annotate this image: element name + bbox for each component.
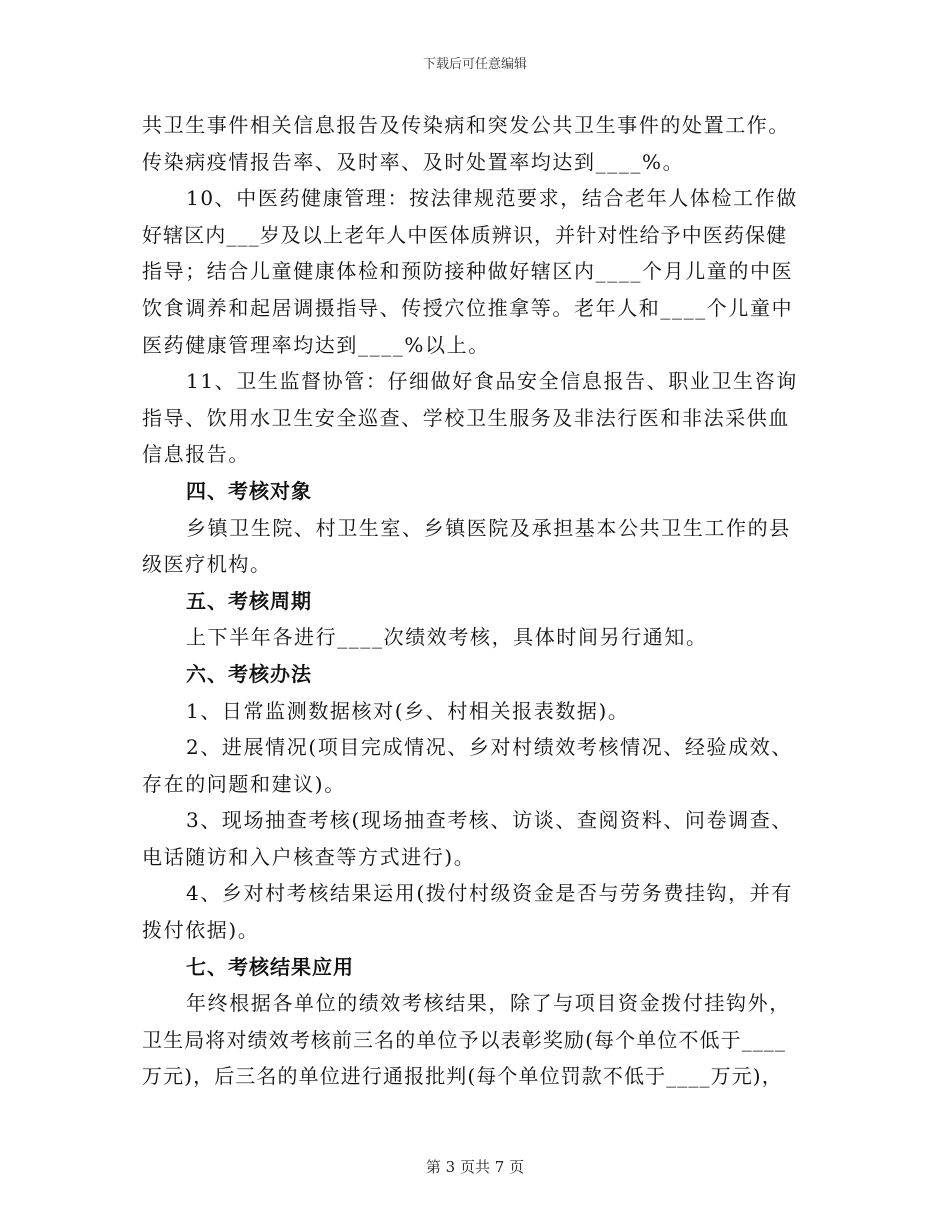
body-line: 指导、饮用水卫生安全巡查、学校卫生服务及非法行医和非法采供血 — [142, 405, 790, 430]
section-heading-6: 六、考核办法 — [186, 661, 312, 686]
section-heading-5: 五、考核周期 — [186, 588, 312, 613]
section-heading-7: 七、考核结果应用 — [186, 954, 354, 979]
body-line: 存在的问题和建议)。 — [142, 771, 346, 796]
body-line: 饮食调养和起居调摄指导、传授穴位推拿等。老年人和____个儿童中 — [142, 295, 794, 320]
body-line: 乡镇卫生院、村卫生室、乡镇医院及承担基本公共卫生工作的县 — [186, 515, 791, 540]
body-line: 拨付依据)。 — [142, 918, 260, 943]
body-line: 共卫生事件相关信息报告及传染病和突发公共卫生事件的处置工作。 — [142, 113, 790, 137]
list-item-2: 2、进展情况(项目完成情况、乡对村绩效考核情况、经验成效、 — [186, 735, 793, 760]
document-body — [142, 107, 810, 1095]
list-item-3: 3、现场抽查考核(现场抽查考核、访谈、查阅资料、问卷调查、 — [186, 808, 793, 833]
body-line: 上下半年各进行____次绩效考核，具体时间另行通知。 — [186, 625, 708, 650]
section-heading-4: 四、考核对象 — [186, 478, 312, 503]
page-footer: 第 3 页共 7 页 — [425, 1158, 525, 1176]
section-11-first-line: 11、卫生监督协管：仔细做好食品安全信息报告、职业卫生咨询 — [186, 369, 798, 394]
body-line: 信息报告。 — [142, 442, 250, 467]
body-line: 电话随访和入户核查等方式进行)。 — [142, 844, 476, 869]
list-item-1: 1、日常监测数据核对(乡、村相关报表数据)。 — [186, 698, 630, 723]
page-header: 下载后可任意编辑 — [422, 57, 527, 72]
body-line: 卫生局将对绩效考核前三名的单位予以表彰奖励(每个单位不低于____ — [142, 1027, 787, 1052]
section-10-first-line: 10、中医药健康管理：按法律规范要求，结合老年人体检工作做 — [186, 186, 798, 211]
body-line: 级医疗机构。 — [142, 552, 272, 577]
body-line: 好辖区内___岁及以上老年人中医体质辨识，并针对性给予中医药保健 — [142, 222, 788, 247]
body-line: 指导；结合儿童健康体检和预防接种做好辖区内____个月儿童的中医 — [142, 259, 794, 284]
body-line: 传染病疫情报告率、及时率、及时处置率均达到____%。 — [142, 149, 685, 174]
body-line: 万元)，后三名的单位进行通报批判(每个单位罚款不低于____万元)， — [142, 1064, 783, 1089]
body-line: 年终根据各单位的绩效考核结果，除了与项目资金拨付挂钩外， — [186, 991, 791, 1016]
body-line: 医药健康管理率均达到____%以上。 — [142, 332, 490, 357]
list-item-4: 4、乡对村考核结果运用(拨付村级资金是否与劳务费挂钩，并有 — [186, 881, 793, 906]
